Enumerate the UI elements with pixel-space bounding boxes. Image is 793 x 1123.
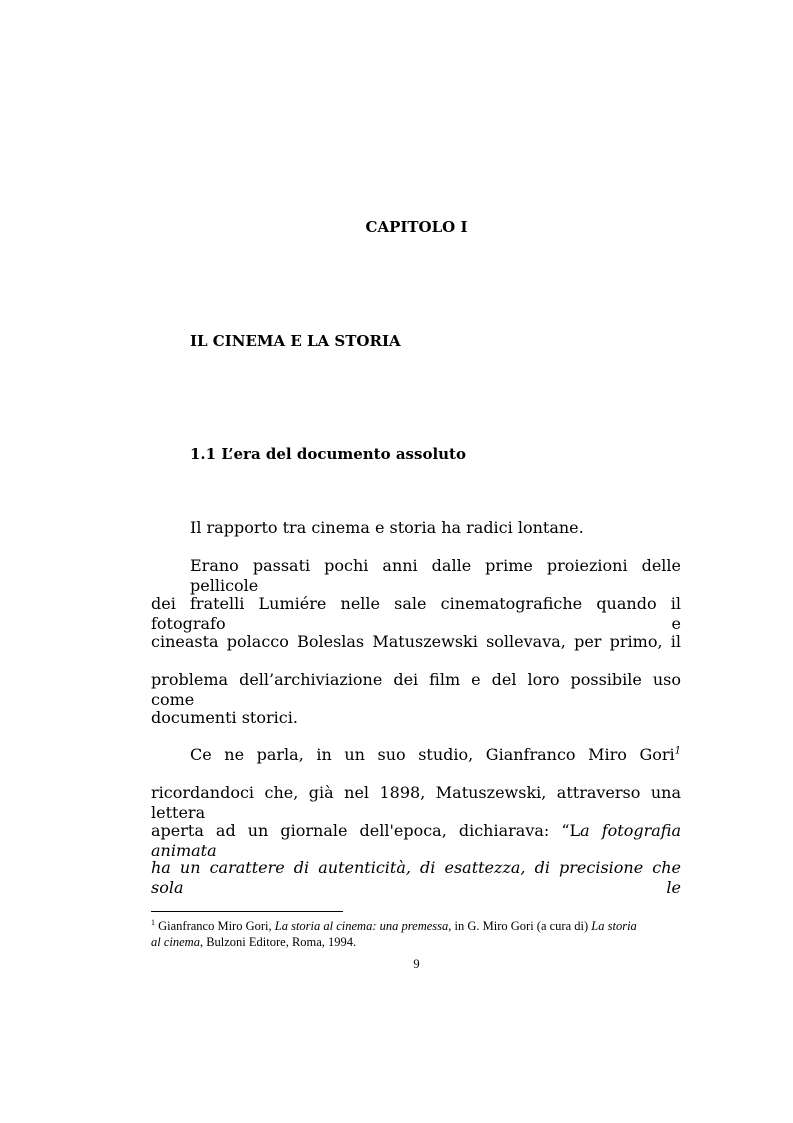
footnote-title-2b: al cinema [151,935,200,949]
paragraph-2-line-3: cineasta polacco Boleslas Matuszewski sollevava, per primo, il [151,632,681,651]
paragraph-2-line-2: dei fratelli Lumiére nelle sale cinematografiche quando il fotografo e [151,594,681,633]
paragraph-3-text: Ce ne parla, in un suo studio, Gianfranco Miro Gori [190,745,675,764]
section-title: IL CINEMA E LA STORIA [190,332,401,350]
footnote-marker: 1 [151,917,155,927]
paragraph-3-line-3-quote: a fotografia animata [151,821,682,860]
paragraph-2-line-5: documenti storici. [151,708,298,727]
paragraph-3-line-3-plain: aperta ad un giornale dell'epoca, dichiarava: “L [151,821,581,840]
paragraph-3-line-4: ha un carattere di autenticità, di esattezza, di precisione che sola le [151,858,681,897]
footnote-title-2a: La storia [591,919,637,933]
footnote-title-1: La storia al cinema: una premessa [274,919,449,933]
page-number: 9 [413,957,420,971]
paragraph-3-line-1 [151,745,681,765]
footnote-mid: , in G. Miro Gori (a cura di) [448,919,592,933]
footnote-reference[interactable]: 1 [674,745,681,757]
paragraph-2-line-4: problema dell’archiviazione dei film e del loro possibile uso come [151,670,681,709]
footnote-tail: , Bulzoni Editore, Roma, 1994. [199,935,357,949]
paragraph-1: Il rapporto tra cinema e storia ha radici lontane. [190,518,584,537]
chapter-title: CAPITOLO I [365,218,468,236]
footnote-author: Gianfranco Miro Gori, [155,919,275,933]
paragraph-2-line-1: Erano passati pochi anni dalle prime proiezioni delle pellicole [190,556,681,595]
paragraph-3-line-2: ricordandoci che, già nel 1898, Matuszewski, attraverso una lettera [151,783,681,822]
footnote [151,918,681,950]
subsection-title: 1.1 L’era del documento assoluto [190,445,466,463]
paragraph-3-line-3 [151,821,681,861]
footnote-divider [151,911,343,912]
